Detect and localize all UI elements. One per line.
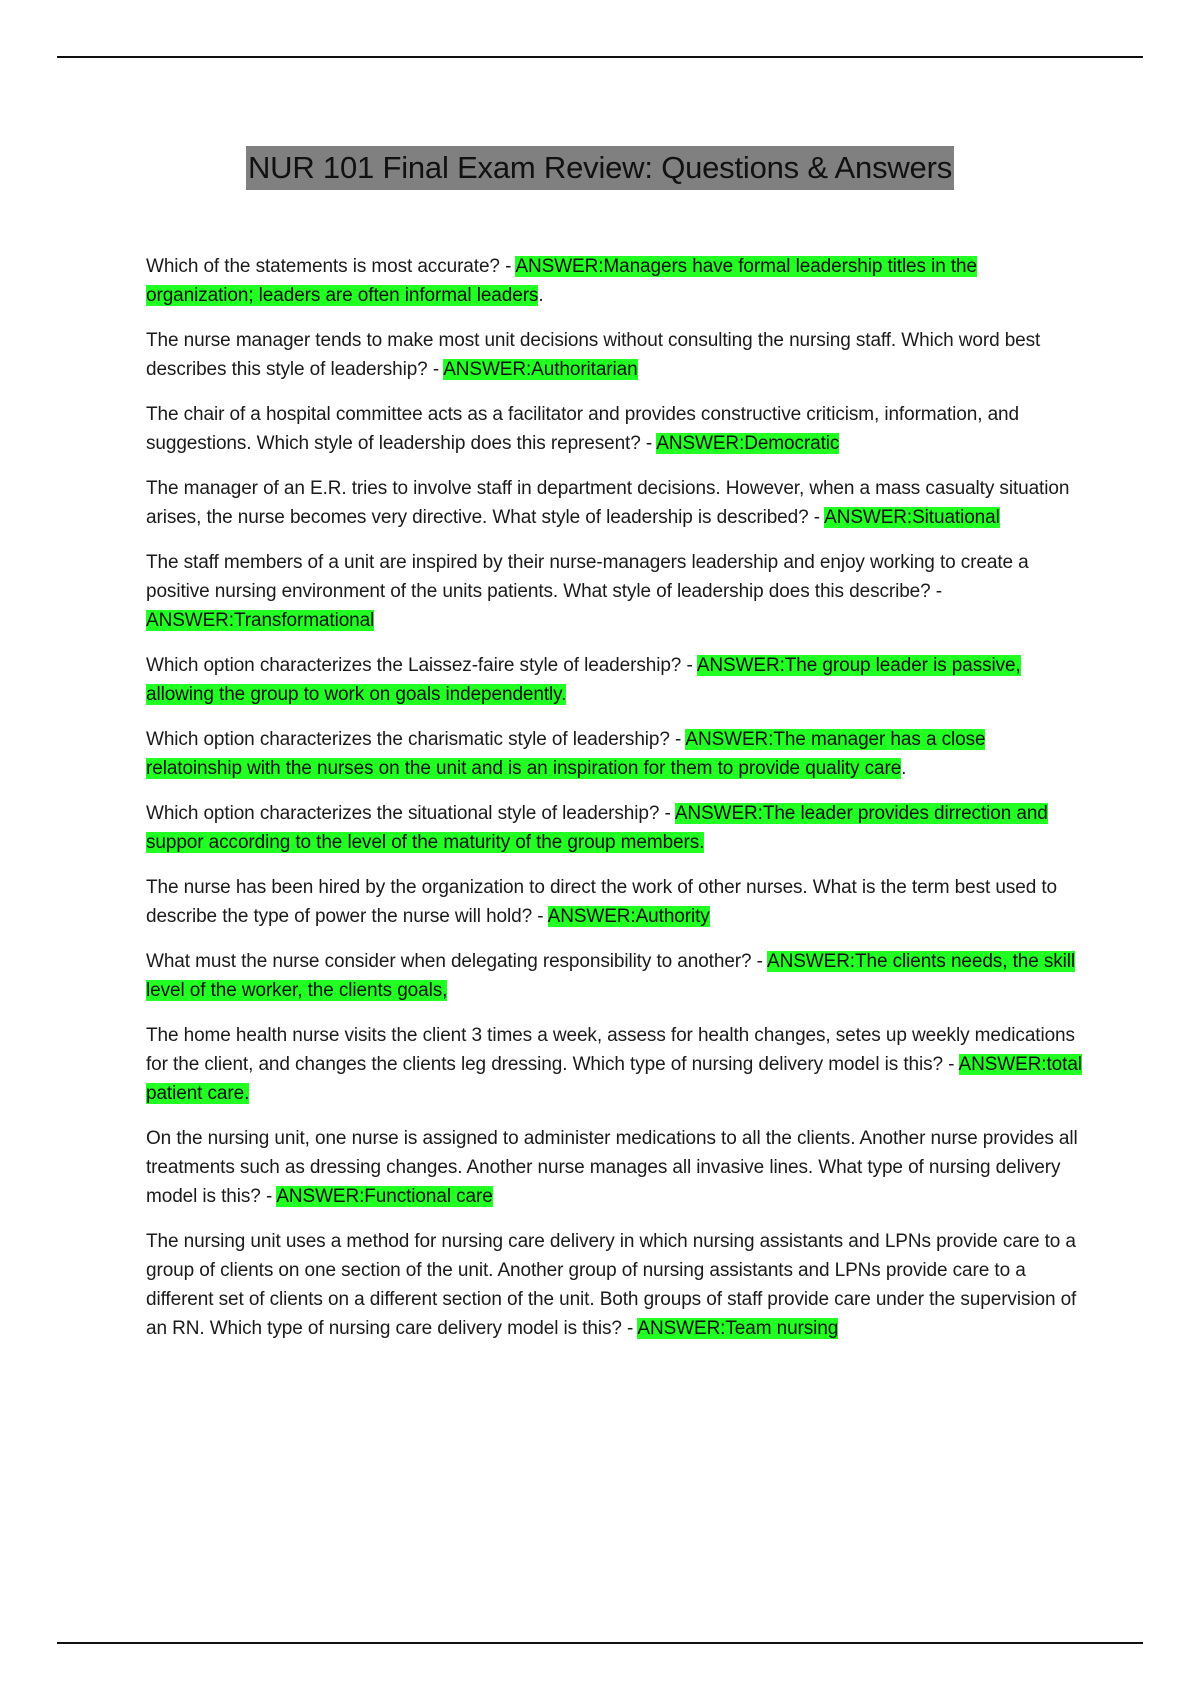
answer-highlight: ANSWER:The leader provides dirrection and suppor according to the level of the maturity of the group members. <box>146 803 1048 853</box>
question-text: The home health nurse visits the client 3 times a week, assess for health changes, setes up weekly medications for the client, and changes the clients leg dressing. Which type of nursing delivery model is this? - <box>146 1025 1075 1075</box>
qa-item <box>146 326 1086 384</box>
answer-highlight: ANSWER:Authority <box>547 906 710 927</box>
qa-list <box>146 252 1086 1359</box>
answer-highlight: ANSWER:The group leader is passive, allowing the group to work on goals independently. <box>146 655 1021 705</box>
qa-item <box>146 873 1086 931</box>
qa-item <box>146 799 1086 857</box>
answer-highlight: ANSWER:The clients needs, the skill level of the worker, the clients goals, <box>146 951 1076 1001</box>
qa-item <box>146 1227 1086 1343</box>
answer-highlight: ANSWER:Democratic <box>656 433 840 454</box>
answer-highlight: ANSWER:Functional care <box>276 1186 493 1207</box>
qa-item <box>146 474 1086 532</box>
question-text: On the nursing unit, one nurse is assigned to administer medications to all the clients. Another nurse provides all treatments such as dressing changes. Another nurse manages all invasive lines. What type of nursing delivery model is this? - <box>146 1128 1078 1207</box>
question-text: Which of the statements is most accurate? - <box>146 256 516 277</box>
answer-highlight: ANSWER:Team nursing <box>637 1318 839 1339</box>
title-container <box>0 146 1200 190</box>
qa-item <box>146 400 1086 458</box>
qa-item <box>146 947 1086 1005</box>
answer-highlight: ANSWER:Managers have formal leadership titles in the organization; leaders are often informal leaders <box>146 256 977 306</box>
question-text: The nursing unit uses a method for nursing care delivery in which nursing assistants and LPNs provide care to a group of clients on one section of the unit. Another group of nursing assistants and LPNs provide care to a different set of clients on a different section of the unit. Both groups of staff provide care under the supervision of an RN. Which type of nursing care delivery model is this? - <box>146 1231 1077 1339</box>
answer-highlight: ANSWER:Transformational <box>146 610 375 631</box>
answer-trailing: . <box>901 758 907 779</box>
question-text: The manager of an E.R. tries to involve staff in department decisions. However, when a mass casualty situation arises, the nurse becomes very directive. What style of leadership is described? - <box>146 478 1070 528</box>
qa-item <box>146 252 1086 310</box>
qa-item <box>146 548 1086 635</box>
document-title: NUR 101 Final Exam Review: Questions & Answers <box>246 146 954 190</box>
answer-highlight: ANSWER:total patient care. <box>146 1054 1082 1104</box>
qa-item <box>146 1021 1086 1108</box>
header-rule <box>57 56 1143 58</box>
qa-item <box>146 1124 1086 1211</box>
answer-highlight: ANSWER:Situational <box>824 507 1000 528</box>
answer-highlight: ANSWER:The manager has a close relatoinship with the nurses on the unit and is an inspiration for them to provide quality care <box>146 729 986 779</box>
qa-item <box>146 651 1086 709</box>
question-text: What must the nurse consider when delegating responsibility to another? - <box>146 951 768 972</box>
answer-trailing: . <box>538 285 544 306</box>
question-text: Which option characterizes the Laissez-faire style of leadership? - <box>146 655 697 676</box>
question-text: Which option characterizes the situational style of leadership? - <box>146 803 675 824</box>
question-text: The nurse manager tends to make most unit decisions without consulting the nursing staff. Which word best describes this style of leadership? - <box>146 330 1041 380</box>
footer-rule <box>57 1642 1143 1644</box>
question-text: The staff members of a unit are inspired by their nurse-managers leadership and enjoy working to create a positive nursing environment of the units patients. What style of leadership does this describe? - <box>146 552 1029 602</box>
answer-highlight: ANSWER:Authoritarian <box>443 359 638 380</box>
question-text: The chair of a hospital committee acts as a facilitator and provides constructive criticism, information, and suggestions. Which style of leadership does this represent? - <box>146 404 1019 454</box>
question-text: The nurse has been hired by the organization to direct the work of other nurses. What is the term best used to describe the type of power the nurse will hold? - <box>146 877 1058 927</box>
question-text: Which option characterizes the charismatic style of leadership? - <box>146 729 686 750</box>
qa-item <box>146 725 1086 783</box>
